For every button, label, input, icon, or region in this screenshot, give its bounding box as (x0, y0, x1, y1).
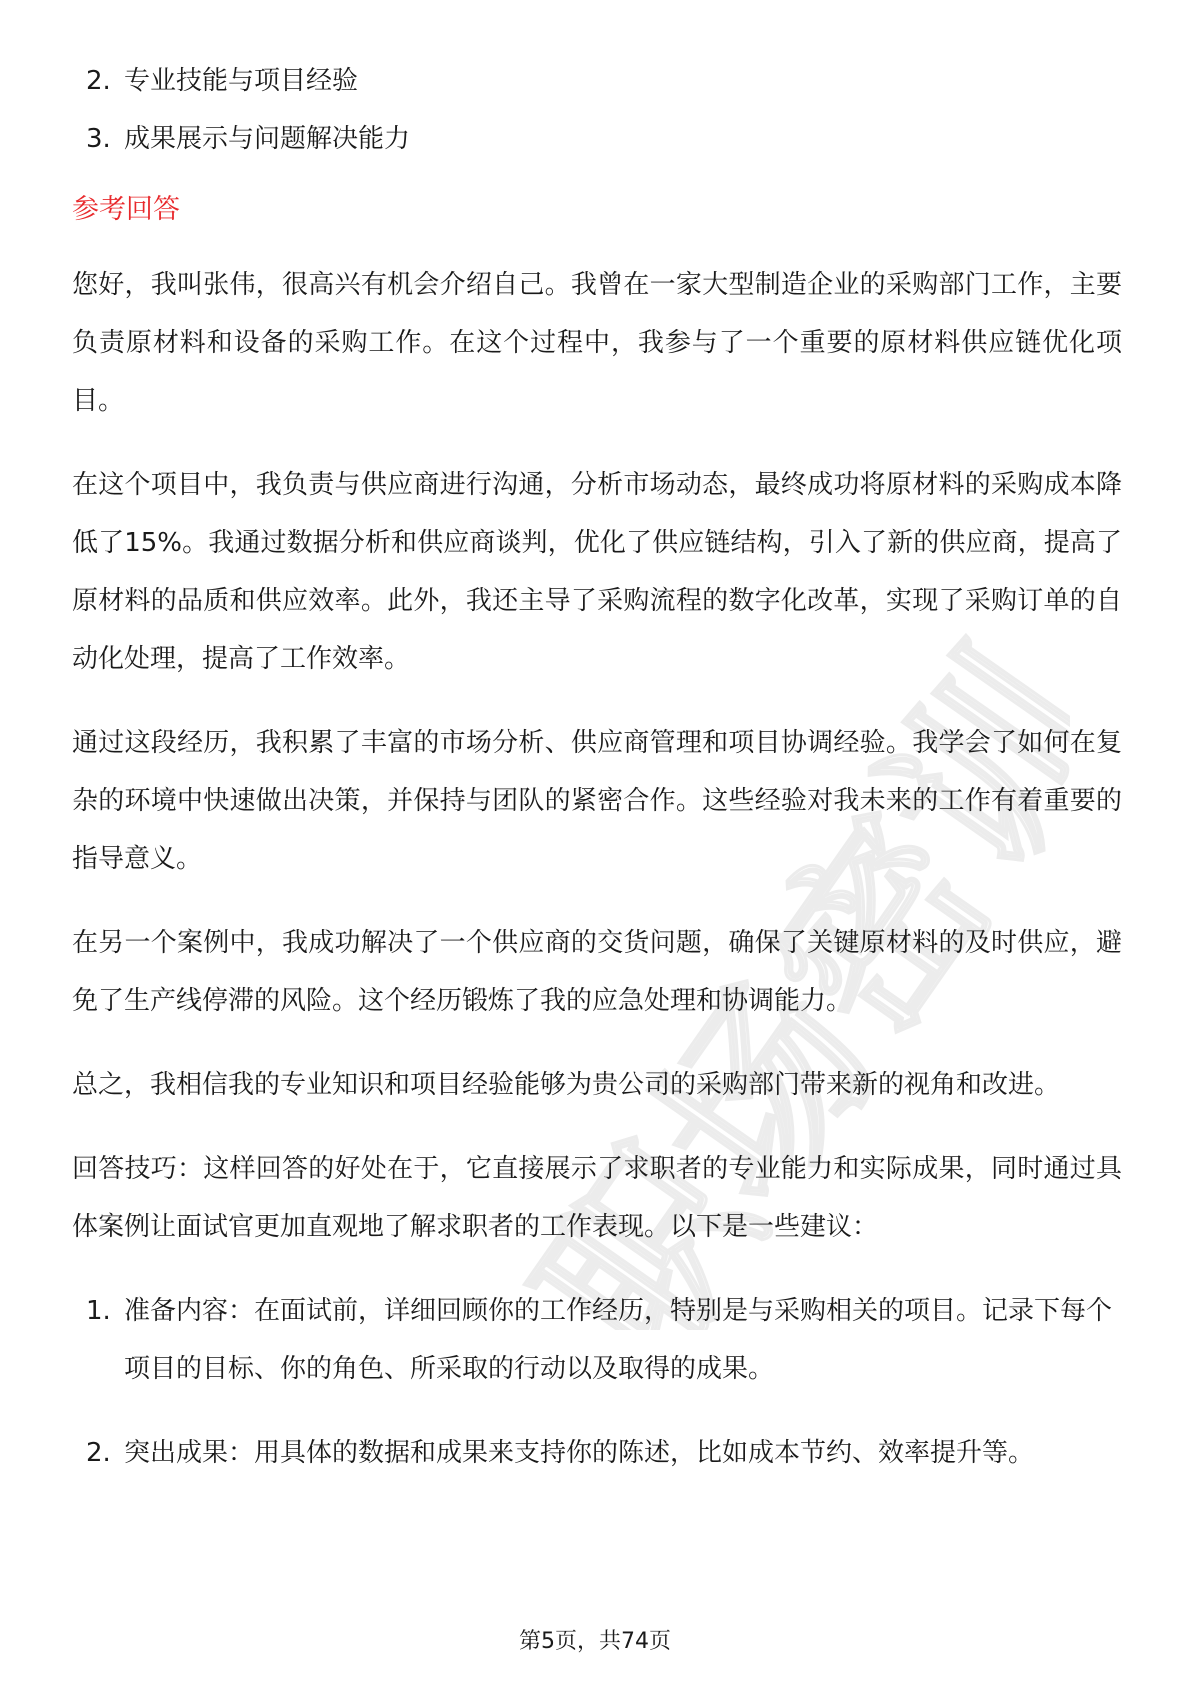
list-number: 3. (86, 124, 111, 154)
watermark-text: 职场密训 (498, 615, 1070, 1330)
list-text: 成果展示与问题解决能力 (124, 124, 411, 154)
top-list (72, 52, 1122, 168)
paragraph-project: 在这个项目中，我负责与供应商进行沟通，分析市场动态，最终成功将原材料的采购成本降低了15%。我通过数据分析和供应商谈判，优化了供应链结构，引入了新的供应商，提高了原材料的品质和供应效率。此外，我还主导了采购流程的数字化改革，实现了采购订单的自动化处理，提高了工作效率。 (72, 470, 1122, 674)
tips-list (72, 1282, 1122, 1482)
page-footer: 第5页，共74页 (519, 1629, 671, 1654)
paragraph-intro: 您好，我叫张伟，很高兴有机会介绍自己。我曾在一家大型制造企业的采购部门工作，主要负责原材料和设备的采购工作。在这个过程中，我参与了一个重要的原材料供应链优化项目。 (72, 270, 1122, 416)
answer-heading: 参考回答 (72, 194, 180, 225)
list-item (72, 110, 1122, 168)
document-body (72, 52, 1122, 1508)
list-item (72, 1282, 1122, 1398)
paragraph-summary: 总之，我相信我的专业知识和项目经验能够为贵公司的采购部门带来新的视角和改进。 (72, 1070, 1061, 1100)
list-item (72, 1424, 1122, 1482)
list-number: 2. (86, 1438, 111, 1468)
list-number: 2. (86, 66, 111, 96)
paragraph-experience: 通过这段经历，我积累了丰富的市场分析、供应商管理和项目协调经验。我学会了如何在复杂的环境中快速做出决策，并保持与团队的紧密合作。这些经验对我未来的工作有着重要的指导意义。 (72, 728, 1122, 874)
list-text: 专业技能与项目经验 (124, 66, 359, 96)
paragraph-tips: 回答技巧：这样回答的好处在于，它直接展示了求职者的专业能力和实际成果，同时通过具体案例让面试官更加直观地了解求职者的工作表现。以下是一些建议： (72, 1154, 1122, 1242)
list-item (72, 52, 1122, 110)
list-text: 突出成果：用具体的数据和成果来支持你的陈述，比如成本节约、效率提升等。 (124, 1438, 1035, 1468)
list-text: 准备内容：在面试前，详细回顾你的工作经历，特别是与采购相关的项目。记录下每个项目的目标、你的角色、所采取的行动以及取得的成果。 (124, 1296, 1113, 1384)
paragraph-case: 在另一个案例中，我成功解决了一个供应商的交货问题，确保了关键原材料的及时供应，避免了生产线停滞的风险。这个经历锻炼了我的应急处理和协调能力。 (72, 928, 1122, 1016)
list-number: 1. (86, 1296, 111, 1326)
